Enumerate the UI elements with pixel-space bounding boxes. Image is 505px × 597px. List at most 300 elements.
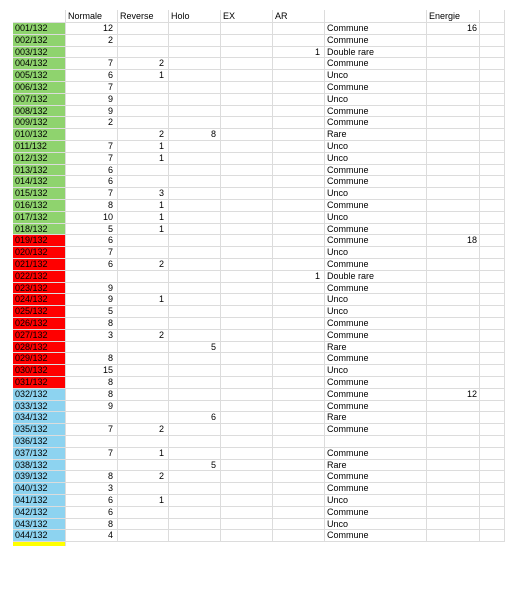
empty-cell[interactable] — [480, 70, 505, 82]
normale-cell[interactable]: 5 — [66, 306, 118, 318]
reverse-cell[interactable] — [118, 460, 169, 472]
empty-cell[interactable] — [480, 294, 505, 306]
rarity-cell[interactable]: Double rare — [325, 271, 427, 283]
header-cell-holo[interactable]: Holo — [169, 10, 221, 23]
empty-cell[interactable] — [480, 247, 505, 259]
energie-cell[interactable] — [427, 306, 480, 318]
rarity-cell[interactable]: Commune — [325, 401, 427, 413]
normale-cell[interactable]: 8 — [66, 471, 118, 483]
card-id-cell[interactable]: 025/132 — [13, 306, 66, 318]
energie-cell[interactable] — [427, 200, 480, 212]
holo-cell[interactable] — [169, 200, 221, 212]
empty-cell[interactable] — [480, 23, 505, 35]
ar-cell[interactable] — [273, 353, 325, 365]
ex-cell[interactable] — [221, 235, 273, 247]
normale-cell[interactable]: 8 — [66, 200, 118, 212]
reverse-cell[interactable]: 1 — [118, 70, 169, 82]
energie-cell[interactable] — [427, 519, 480, 531]
energie-cell[interactable]: 12 — [427, 389, 480, 401]
ar-cell[interactable] — [273, 70, 325, 82]
empty-cell[interactable] — [480, 176, 505, 188]
holo-cell[interactable] — [169, 271, 221, 283]
reverse-cell[interactable]: 1 — [118, 224, 169, 236]
ar-cell[interactable] — [273, 235, 325, 247]
energie-cell[interactable] — [427, 495, 480, 507]
normale-cell[interactable]: 7 — [66, 188, 118, 200]
holo-cell[interactable] — [169, 530, 221, 542]
ar-cell[interactable] — [273, 495, 325, 507]
holo-cell[interactable] — [169, 117, 221, 129]
card-id-cell[interactable]: 006/132 — [13, 82, 66, 94]
card-id-cell[interactable]: 003/132 — [13, 47, 66, 59]
ar-cell[interactable] — [273, 117, 325, 129]
normale-cell[interactable]: 2 — [66, 117, 118, 129]
holo-cell[interactable] — [169, 141, 221, 153]
ex-cell[interactable] — [221, 283, 273, 295]
reverse-cell[interactable] — [118, 306, 169, 318]
ex-cell[interactable] — [221, 424, 273, 436]
ex-cell[interactable] — [221, 165, 273, 177]
card-id-cell[interactable]: 020/132 — [13, 247, 66, 259]
holo-cell[interactable] — [169, 58, 221, 70]
normale-cell[interactable] — [66, 342, 118, 354]
holo-cell[interactable] — [169, 519, 221, 531]
reverse-cell[interactable]: 2 — [118, 330, 169, 342]
energie-cell[interactable] — [427, 342, 480, 354]
ex-cell[interactable] — [221, 82, 273, 94]
header-cell-rarity[interactable] — [325, 10, 427, 23]
ex-cell[interactable] — [221, 94, 273, 106]
ar-cell[interactable] — [273, 283, 325, 295]
holo-cell[interactable] — [169, 365, 221, 377]
ar-cell[interactable] — [273, 412, 325, 424]
energie-cell[interactable] — [427, 365, 480, 377]
reverse-cell[interactable]: 2 — [118, 424, 169, 436]
reverse-cell[interactable] — [118, 389, 169, 401]
holo-cell[interactable] — [169, 377, 221, 389]
normale-cell[interactable]: 8 — [66, 353, 118, 365]
empty-cell[interactable] — [480, 259, 505, 271]
rarity-cell[interactable]: Commune — [325, 318, 427, 330]
ex-cell[interactable] — [221, 129, 273, 141]
ex-cell[interactable] — [221, 306, 273, 318]
ar-cell[interactable] — [273, 401, 325, 413]
reverse-cell[interactable] — [118, 530, 169, 542]
ar-cell[interactable] — [273, 318, 325, 330]
empty-cell[interactable] — [480, 117, 505, 129]
ar-cell[interactable] — [273, 530, 325, 542]
reverse-cell[interactable]: 1 — [118, 294, 169, 306]
energie-cell[interactable] — [427, 483, 480, 495]
rarity-cell[interactable]: Commune — [325, 424, 427, 436]
energie-cell[interactable] — [427, 424, 480, 436]
normale-cell[interactable]: 3 — [66, 483, 118, 495]
normale-cell[interactable]: 7 — [66, 58, 118, 70]
ex-cell[interactable] — [221, 294, 273, 306]
header-cell-energie[interactable]: Energie — [427, 10, 480, 23]
ex-cell[interactable] — [221, 271, 273, 283]
ar-cell[interactable] — [273, 259, 325, 271]
reverse-cell[interactable] — [118, 106, 169, 118]
reverse-cell[interactable]: 1 — [118, 448, 169, 460]
rarity-cell[interactable]: Commune — [325, 448, 427, 460]
normale-cell[interactable] — [66, 271, 118, 283]
ex-cell[interactable] — [221, 483, 273, 495]
rarity-cell[interactable] — [325, 436, 427, 448]
reverse-cell[interactable] — [118, 47, 169, 59]
holo-cell[interactable] — [169, 35, 221, 47]
card-id-cell[interactable]: 010/132 — [13, 129, 66, 141]
empty-cell[interactable] — [480, 188, 505, 200]
ex-cell[interactable] — [221, 188, 273, 200]
ar-cell[interactable] — [273, 483, 325, 495]
normale-cell[interactable]: 9 — [66, 283, 118, 295]
rarity-cell[interactable]: Commune — [325, 176, 427, 188]
holo-cell[interactable] — [169, 106, 221, 118]
energie-cell[interactable] — [427, 318, 480, 330]
card-id-cell[interactable]: 017/132 — [13, 212, 66, 224]
rarity-cell[interactable]: Commune — [325, 507, 427, 519]
energie-cell[interactable] — [427, 377, 480, 389]
normale-cell[interactable] — [66, 436, 118, 448]
empty-cell[interactable] — [480, 200, 505, 212]
normale-cell[interactable] — [66, 460, 118, 472]
rarity-cell[interactable]: Commune — [325, 23, 427, 35]
ar-cell[interactable]: 1 — [273, 47, 325, 59]
normale-cell[interactable]: 7 — [66, 424, 118, 436]
card-id-cell[interactable]: 023/132 — [13, 283, 66, 295]
holo-cell[interactable] — [169, 436, 221, 448]
card-id-cell[interactable]: 038/132 — [13, 460, 66, 472]
holo-cell[interactable]: 5 — [169, 342, 221, 354]
ex-cell[interactable] — [221, 176, 273, 188]
rarity-cell[interactable]: Unco — [325, 306, 427, 318]
empty-cell[interactable] — [480, 35, 505, 47]
ex-cell[interactable] — [221, 342, 273, 354]
reverse-cell[interactable] — [118, 353, 169, 365]
rarity-cell[interactable]: Unco — [325, 70, 427, 82]
ar-cell[interactable] — [273, 23, 325, 35]
reverse-cell[interactable] — [118, 82, 169, 94]
normale-cell[interactable]: 9 — [66, 106, 118, 118]
holo-cell[interactable] — [169, 495, 221, 507]
ar-cell[interactable] — [273, 200, 325, 212]
ar-cell[interactable] — [273, 58, 325, 70]
header-cell-id[interactable] — [13, 10, 66, 23]
ar-cell[interactable] — [273, 389, 325, 401]
card-id-cell[interactable]: 022/132 — [13, 271, 66, 283]
card-id-cell[interactable]: 012/132 — [13, 153, 66, 165]
energie-cell[interactable] — [427, 153, 480, 165]
ar-cell[interactable] — [273, 294, 325, 306]
rarity-cell[interactable]: Rare — [325, 412, 427, 424]
ar-cell[interactable] — [273, 224, 325, 236]
empty-cell[interactable] — [480, 212, 505, 224]
ex-cell[interactable] — [221, 259, 273, 271]
holo-cell[interactable] — [169, 389, 221, 401]
ex-cell[interactable] — [221, 448, 273, 460]
energie-cell[interactable] — [427, 412, 480, 424]
empty-cell[interactable] — [480, 141, 505, 153]
holo-cell[interactable]: 8 — [169, 129, 221, 141]
ar-cell[interactable] — [273, 35, 325, 47]
normale-cell[interactable]: 10 — [66, 212, 118, 224]
energie-cell[interactable] — [427, 106, 480, 118]
normale-cell[interactable]: 9 — [66, 401, 118, 413]
ar-cell[interactable] — [273, 82, 325, 94]
holo-cell[interactable] — [169, 259, 221, 271]
ex-cell[interactable] — [221, 153, 273, 165]
ar-cell[interactable] — [273, 188, 325, 200]
normale-cell[interactable]: 15 — [66, 365, 118, 377]
holo-cell[interactable] — [169, 224, 221, 236]
rarity-cell[interactable]: Unco — [325, 188, 427, 200]
energie-cell[interactable] — [427, 259, 480, 271]
reverse-cell[interactable] — [118, 519, 169, 531]
energie-cell[interactable] — [427, 82, 480, 94]
ex-cell[interactable] — [221, 58, 273, 70]
normale-cell[interactable]: 7 — [66, 141, 118, 153]
header-cell-extra[interactable] — [480, 10, 505, 23]
card-id-cell[interactable]: 008/132 — [13, 106, 66, 118]
ex-cell[interactable] — [221, 471, 273, 483]
normale-cell[interactable]: 4 — [66, 530, 118, 542]
reverse-cell[interactable] — [118, 247, 169, 259]
holo-cell[interactable] — [169, 70, 221, 82]
rarity-cell[interactable]: Rare — [325, 342, 427, 354]
energie-cell[interactable] — [427, 58, 480, 70]
holo-cell[interactable] — [169, 235, 221, 247]
empty-cell[interactable] — [480, 365, 505, 377]
normale-cell[interactable]: 6 — [66, 165, 118, 177]
holo-cell[interactable] — [169, 507, 221, 519]
empty-cell[interactable] — [480, 318, 505, 330]
card-id-cell[interactable]: 039/132 — [13, 471, 66, 483]
card-id-cell[interactable]: 042/132 — [13, 507, 66, 519]
energie-cell[interactable] — [427, 165, 480, 177]
rarity-cell[interactable]: Commune — [325, 235, 427, 247]
ar-cell[interactable] — [273, 342, 325, 354]
ar-cell[interactable] — [273, 448, 325, 460]
ex-cell[interactable] — [221, 200, 273, 212]
empty-cell[interactable] — [480, 519, 505, 531]
rarity-cell[interactable]: Commune — [325, 330, 427, 342]
rarity-cell[interactable]: Rare — [325, 129, 427, 141]
ex-cell[interactable] — [221, 507, 273, 519]
energie-cell[interactable] — [427, 47, 480, 59]
card-id-cell[interactable] — [13, 542, 66, 546]
holo-cell[interactable] — [169, 471, 221, 483]
energie-cell[interactable] — [427, 330, 480, 342]
reverse-cell[interactable] — [118, 235, 169, 247]
holo-cell[interactable] — [169, 483, 221, 495]
empty-cell[interactable] — [480, 129, 505, 141]
card-id-cell[interactable]: 011/132 — [13, 141, 66, 153]
ar-cell[interactable] — [273, 306, 325, 318]
holo-cell[interactable] — [169, 448, 221, 460]
empty-cell[interactable] — [480, 342, 505, 354]
energie-cell[interactable] — [427, 117, 480, 129]
holo-cell[interactable] — [169, 330, 221, 342]
card-id-cell[interactable]: 002/132 — [13, 35, 66, 47]
empty-cell[interactable] — [480, 389, 505, 401]
card-id-cell[interactable]: 009/132 — [13, 117, 66, 129]
rarity-cell[interactable]: Unco — [325, 247, 427, 259]
normale-cell[interactable] — [66, 47, 118, 59]
rarity-cell[interactable]: Unco — [325, 94, 427, 106]
card-id-cell[interactable]: 030/132 — [13, 365, 66, 377]
holo-cell[interactable] — [169, 283, 221, 295]
card-id-cell[interactable]: 031/132 — [13, 377, 66, 389]
energie-cell[interactable] — [427, 247, 480, 259]
normale-cell[interactable]: 3 — [66, 330, 118, 342]
ar-cell[interactable] — [273, 165, 325, 177]
energie-cell[interactable] — [427, 530, 480, 542]
normale-cell[interactable]: 12 — [66, 23, 118, 35]
holo-cell[interactable]: 5 — [169, 460, 221, 472]
holo-cell[interactable] — [169, 153, 221, 165]
ex-cell[interactable] — [221, 141, 273, 153]
rarity-cell[interactable]: Commune — [325, 117, 427, 129]
empty-cell[interactable] — [480, 436, 505, 448]
empty-cell[interactable] — [480, 530, 505, 542]
ar-cell[interactable] — [273, 129, 325, 141]
ar-cell[interactable] — [273, 153, 325, 165]
ar-cell[interactable]: 1 — [273, 271, 325, 283]
empty-cell[interactable] — [480, 165, 505, 177]
normale-cell[interactable]: 7 — [66, 247, 118, 259]
ex-cell[interactable] — [221, 117, 273, 129]
normale-cell[interactable]: 8 — [66, 318, 118, 330]
normale-cell[interactable]: 5 — [66, 224, 118, 236]
reverse-cell[interactable] — [118, 283, 169, 295]
ar-cell[interactable] — [273, 436, 325, 448]
card-id-cell[interactable]: 041/132 — [13, 495, 66, 507]
reverse-cell[interactable]: 1 — [118, 200, 169, 212]
ex-cell[interactable] — [221, 377, 273, 389]
normale-cell[interactable]: 9 — [66, 94, 118, 106]
rarity-cell[interactable]: Rare — [325, 460, 427, 472]
ex-cell[interactable] — [221, 412, 273, 424]
reverse-cell[interactable] — [118, 401, 169, 413]
card-id-cell[interactable]: 035/132 — [13, 424, 66, 436]
normale-cell[interactable]: 9 — [66, 294, 118, 306]
rarity-cell[interactable]: Unco — [325, 141, 427, 153]
normale-cell[interactable]: 6 — [66, 235, 118, 247]
card-id-cell[interactable]: 018/132 — [13, 224, 66, 236]
energie-cell[interactable] — [427, 35, 480, 47]
rarity-cell[interactable]: Double rare — [325, 47, 427, 59]
normale-cell[interactable] — [66, 412, 118, 424]
reverse-cell[interactable] — [118, 377, 169, 389]
rarity-cell[interactable]: Unco — [325, 212, 427, 224]
header-cell-ex[interactable]: EX — [221, 10, 273, 23]
ar-cell[interactable] — [273, 330, 325, 342]
reverse-cell[interactable]: 1 — [118, 495, 169, 507]
normale-cell[interactable]: 6 — [66, 176, 118, 188]
header-cell-normale[interactable]: Normale — [66, 10, 118, 23]
card-id-cell[interactable]: 028/132 — [13, 342, 66, 354]
holo-cell[interactable] — [169, 294, 221, 306]
rarity-cell[interactable]: Commune — [325, 283, 427, 295]
empty-cell[interactable] — [480, 153, 505, 165]
energie-cell[interactable] — [427, 294, 480, 306]
reverse-cell[interactable]: 2 — [118, 129, 169, 141]
ar-cell[interactable] — [273, 212, 325, 224]
rarity-cell[interactable]: Commune — [325, 82, 427, 94]
normale-cell[interactable]: 6 — [66, 259, 118, 271]
reverse-cell[interactable] — [118, 436, 169, 448]
reverse-cell[interactable] — [118, 117, 169, 129]
reverse-cell[interactable]: 1 — [118, 212, 169, 224]
ex-cell[interactable] — [221, 530, 273, 542]
reverse-cell[interactable]: 3 — [118, 188, 169, 200]
rarity-cell[interactable]: Unco — [325, 495, 427, 507]
normale-cell[interactable]: 8 — [66, 377, 118, 389]
energie-cell[interactable] — [427, 448, 480, 460]
empty-cell[interactable] — [480, 377, 505, 389]
rarity-cell[interactable]: Commune — [325, 106, 427, 118]
empty-cell[interactable] — [480, 412, 505, 424]
ex-cell[interactable] — [221, 365, 273, 377]
rarity-cell[interactable]: Commune — [325, 353, 427, 365]
empty-cell[interactable] — [480, 401, 505, 413]
energie-cell[interactable] — [427, 212, 480, 224]
ex-cell[interactable] — [221, 460, 273, 472]
holo-cell[interactable] — [169, 176, 221, 188]
reverse-cell[interactable]: 2 — [118, 259, 169, 271]
empty-cell[interactable] — [480, 58, 505, 70]
ex-cell[interactable] — [221, 318, 273, 330]
reverse-cell[interactable] — [118, 507, 169, 519]
card-id-cell[interactable]: 027/132 — [13, 330, 66, 342]
holo-cell[interactable] — [169, 23, 221, 35]
ex-cell[interactable] — [221, 495, 273, 507]
ar-cell[interactable] — [273, 507, 325, 519]
empty-cell[interactable] — [480, 460, 505, 472]
energie-cell[interactable] — [427, 271, 480, 283]
rarity-cell[interactable]: Commune — [325, 35, 427, 47]
energie-cell[interactable] — [427, 460, 480, 472]
energie-cell[interactable]: 16 — [427, 23, 480, 35]
empty-cell[interactable] — [480, 47, 505, 59]
energie-cell[interactable] — [427, 507, 480, 519]
rarity-cell[interactable]: Unco — [325, 519, 427, 531]
ex-cell[interactable] — [221, 70, 273, 82]
empty-cell[interactable] — [480, 235, 505, 247]
empty-cell[interactable] — [480, 448, 505, 460]
rarity-cell[interactable]: Commune — [325, 483, 427, 495]
ex-cell[interactable] — [221, 35, 273, 47]
holo-cell[interactable] — [169, 424, 221, 436]
ar-cell[interactable] — [273, 176, 325, 188]
normale-cell[interactable]: 6 — [66, 70, 118, 82]
rarity-cell[interactable]: Unco — [325, 153, 427, 165]
rarity-cell[interactable]: Commune — [325, 530, 427, 542]
card-id-cell[interactable]: 024/132 — [13, 294, 66, 306]
holo-cell[interactable] — [169, 94, 221, 106]
reverse-cell[interactable] — [118, 342, 169, 354]
ex-cell[interactable] — [221, 401, 273, 413]
ex-cell[interactable] — [221, 224, 273, 236]
holo-cell[interactable] — [169, 165, 221, 177]
empty-cell[interactable] — [480, 330, 505, 342]
ex-cell[interactable] — [221, 389, 273, 401]
empty-cell[interactable] — [480, 82, 505, 94]
reverse-cell[interactable]: 2 — [118, 58, 169, 70]
rarity-cell[interactable]: Commune — [325, 224, 427, 236]
ex-cell[interactable] — [221, 47, 273, 59]
